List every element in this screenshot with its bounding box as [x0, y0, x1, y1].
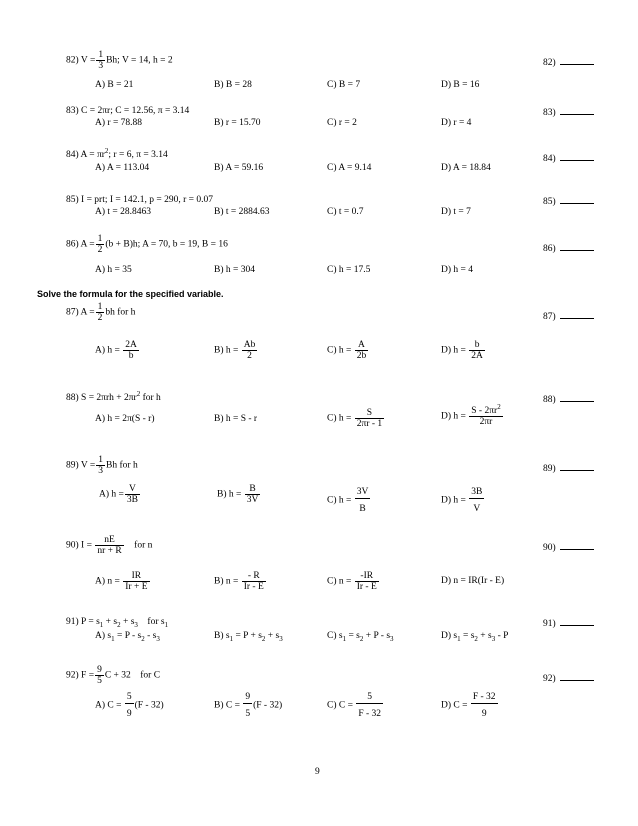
choice-90-d[interactable]: D) n = IR(Ir - E) [441, 576, 505, 586]
answer-blank-83[interactable]: 83) [543, 106, 594, 118]
answer-blank-92[interactable]: 92) [543, 672, 594, 684]
answer-blank-91[interactable]: 91) [543, 617, 594, 629]
choice-87-d[interactable]: D) h = $\frac{b}{2A}$ [441, 340, 483, 361]
question-84-stem: 84) $A = \pi r^2$; r = 6, π = 3.14 [66, 146, 168, 160]
answer-blank-90[interactable]: 90) [543, 541, 594, 553]
choice-90-b[interactable]: B) n = $\frac{- R}{Ir - E}$ [214, 571, 264, 592]
page-number: 9 [315, 767, 320, 777]
choice-82-a[interactable]: A) B = 21 [95, 80, 134, 90]
choice-85-c[interactable]: C) t = 0.7 [327, 207, 364, 217]
answer-blank-86[interactable]: 86) [543, 242, 594, 254]
choice-84-b[interactable]: B) A = 59.16 [214, 163, 264, 173]
choice-90-a[interactable]: A) n = $\frac{IR}{Ir + E}$ [95, 571, 148, 592]
choice-89-b[interactable]: B) h = $\frac{B}{3V}$ [217, 484, 259, 505]
choice-92-a[interactable]: A) C = $\frac{5}{9}$ (F - 32) [95, 692, 164, 719]
choice-87-b[interactable]: B) h = $\frac{Ab}{2}$ [214, 340, 256, 361]
choice-85-d[interactable]: D) t = 7 [441, 207, 471, 217]
choice-84-c[interactable]: C) A = 9.14 [327, 163, 372, 173]
choice-86-c[interactable]: C) h = 17.5 [327, 265, 371, 275]
choice-91-c[interactable]: C) $s_1 = s_2 + P - s_3$ [327, 631, 394, 643]
answer-blank-85[interactable]: 85) [543, 195, 594, 207]
choice-91-a[interactable]: A) $s_1 = P - s_2 - s_3$ [95, 631, 160, 643]
choice-91-b[interactable]: B) $s_1 = P + s_2 + s_3$ [214, 631, 283, 643]
choice-82-c[interactable]: C) B = 7 [327, 80, 361, 90]
question-87-stem: 87) A = $\frac{1}{2}$ bh for h [66, 302, 136, 323]
answer-blank-82[interactable]: 82) [543, 56, 594, 68]
choice-82-b[interactable]: B) B = 28 [214, 80, 252, 90]
choice-87-c[interactable]: C) h = $\frac{A}{2b}$ [327, 340, 367, 361]
question-88-stem: 88) $S = 2\pi rh + 2\pi r^2$ for h [66, 389, 161, 403]
choice-90-c[interactable]: C) n = $\frac{-IR}{Ir - E}$ [327, 571, 377, 592]
choice-91-d[interactable]: D) $s_1 = s_2 + s_3 - P$ [441, 631, 509, 643]
choice-84-a[interactable]: A) A = 113.04 [95, 163, 150, 173]
choice-88-c[interactable]: C) h = $\frac{S}{2\pi r - 1}$ [327, 408, 383, 429]
choice-84-d[interactable]: D) A = 18.84 [441, 163, 491, 173]
question-90-stem: 90) I = $\frac{nE}{nr + R}$ for n [66, 535, 153, 556]
choice-83-c[interactable]: C) r = 2 [327, 118, 357, 128]
choice-83-b[interactable]: B) r = 15.70 [214, 118, 261, 128]
answer-blank-88[interactable]: 88) [543, 393, 594, 405]
choice-86-d[interactable]: D) h = 4 [441, 265, 474, 275]
choice-88-b[interactable]: B) h = S - r [214, 414, 258, 424]
choice-92-d[interactable]: D) C = $\frac{F - 32}{9}$ [441, 692, 496, 719]
answer-blank-87[interactable]: 87) [543, 310, 594, 322]
question-83-stem: 83) C = 2πr; C = 12.56, π = 3.14 [66, 106, 190, 116]
choice-88-d[interactable]: D) h = $\frac{S - 2\pi r^2}{2\pi r}$ [441, 402, 501, 427]
choice-86-a[interactable]: A) h = 35 [95, 265, 132, 275]
question-86-stem: 86) A = $\frac{1}{2}$ (b + B)h; A = 70, b = 19, B = 16 [66, 234, 228, 255]
question-89-stem: 89) V = $\frac{1}{3}$ Bh for h [66, 455, 138, 476]
choice-88-a[interactable]: A) h = 2π(S - r) [95, 414, 155, 424]
question-85-stem: 85) I = prt; I = 142.1, p = 290, r = 0.07 [66, 195, 214, 205]
choice-85-a[interactable]: A) t = 28.8463 [95, 207, 152, 217]
choice-92-c[interactable]: C) C = $\frac{5}{F - 32}$ [327, 692, 382, 719]
choice-82-d[interactable]: D) B = 16 [441, 80, 480, 90]
choice-89-d[interactable]: D) h = $\frac{3B}{V}$ [441, 487, 483, 514]
choice-83-a[interactable]: A) r = 78.88 [95, 118, 143, 128]
question-92-stem: 92) F = $\frac{9}{5}$ C + 32 for C [66, 665, 161, 686]
choice-86-b[interactable]: B) h = 304 [214, 265, 255, 275]
answer-blank-89[interactable]: 89) [543, 462, 594, 474]
choice-89-c[interactable]: C) h = $\frac{3V}{B}$ [327, 487, 369, 514]
choice-85-b[interactable]: B) t = 2884.63 [214, 207, 270, 217]
question-82-stem: 82) V = $\frac{1}{3}$ Bh; V = 14, h = 2 [66, 50, 173, 71]
choice-87-a[interactable]: A) h = $\frac{2A}{b}$ [95, 340, 137, 361]
choice-92-b[interactable]: B) C = $\frac{9}{5}$ (F - 32) [214, 692, 283, 719]
answer-blank-84[interactable]: 84) [543, 152, 594, 164]
section-heading: Solve the formula for the specified variable. [37, 289, 224, 299]
question-91-stem: 91) $P = s_1 + s_2 + s_3$ for $s_1$ [66, 617, 169, 629]
choice-89-a[interactable]: A) h = $\frac{V}{3B}$ [99, 484, 138, 505]
choice-83-d[interactable]: D) r = 4 [441, 118, 472, 128]
